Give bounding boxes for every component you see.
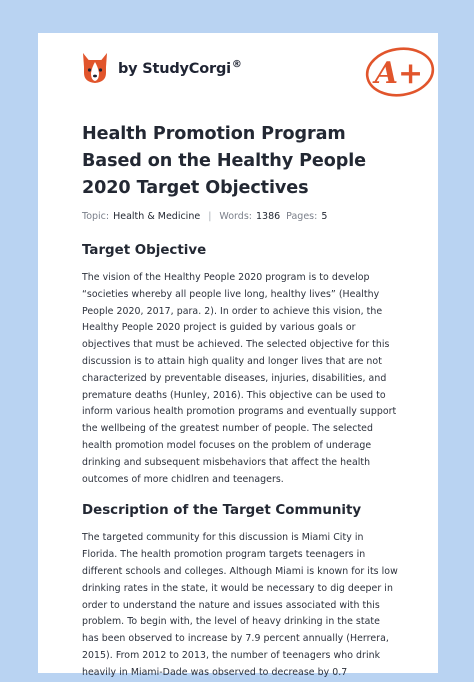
article (82, 121, 398, 682)
section-heading: Description of the Target Community (82, 503, 362, 519)
words-label: Words: (219, 211, 252, 222)
document-page (38, 33, 438, 678)
pages-label: Pages: (286, 211, 318, 222)
page-title: Health Promotion Program Based on the Healthy People 2020 Target Objectives (82, 124, 366, 198)
brand-logo[interactable] (80, 51, 242, 85)
topic-link[interactable]: Health & Medicine (113, 211, 201, 222)
meta-separator: | (208, 211, 212, 222)
brand-name: by StudyCorgi® (118, 59, 242, 77)
grade-badge-icon (363, 43, 437, 99)
corgi-logo-icon (80, 51, 110, 85)
section-paragraph: The targeted community for this discussion is Miami City in Florida. The health promotion program targets teenagers in different schools and colleges. Although Miami is known for its low drinking rates in the state, it would be necessary to dig deeper in order to understand the nature and issues associated with this problem. To begin with, the level of heavy drinking in the state has been observed to increase by 7.9 percent annually (Herrera, 2015). From 2012 to 2013, the number of teenagers who drink heavily in Miami-Dade was observed to decrease by 0.7 (82, 532, 398, 678)
header (38, 33, 438, 113)
document-meta (82, 211, 398, 222)
topic-label: Topic: (82, 211, 110, 222)
section-paragraph: The vision of the Healthy People 2020 program is to develop “societies whereby all people live long, healthy lives” (Healthy People 2020, 2017, para. 2). In order to achieve this vision, the Healthy People 2020 project is guided by various goals or objectives that must be achieved. The selected objective for this discussion is to attain high quality and longer lives that are not characterized by preventable diseases, injuries, disabilities, and premature deaths (Hunley, 2016). This objective can be used to inform various health promotion programs and eventually support the wellbeing of the greatest number of people. The selected health promotion model focuses on the problem of underage drinking and subsequent misbehaviors that affect the health outcomes of more chidlren and teenagers. (82, 272, 397, 485)
grade-badge-text: A+ (374, 56, 424, 91)
pages-value: 5 (321, 211, 328, 222)
words-value: 1386 (255, 211, 281, 222)
section-heading: Target Objective (82, 243, 207, 258)
